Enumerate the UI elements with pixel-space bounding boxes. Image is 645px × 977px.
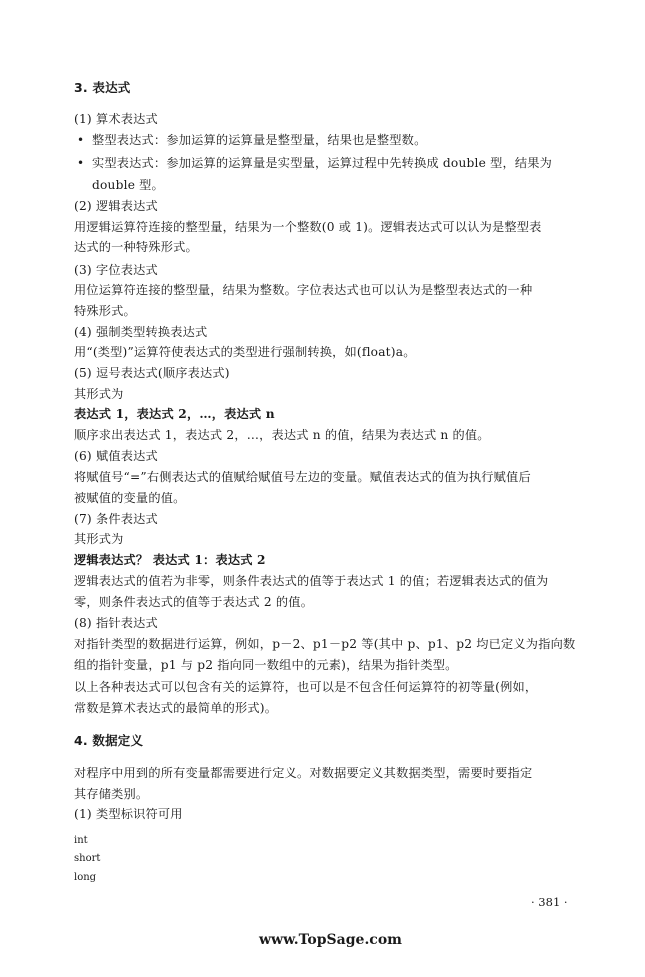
paragraph-line: 其形式为 [74, 387, 124, 401]
paragraph-line: 将赋值号“=”右侧表达式的值赋给赋值号左边的变量。赋值表达式的值为执行赋值后 [74, 470, 531, 484]
subheading-comma: (5) 逗号表达式(顺序表达式) [74, 366, 230, 380]
paragraph-line: 用位运算符连接的整型量，结果为整数。字位表达式也可以认为是整型表达式的一种 [74, 283, 533, 297]
paragraph-line: 其存储类别。 [74, 787, 149, 801]
section-heading-data-definition: 4. 数据定义 [74, 733, 144, 748]
list-item-continuation: double 型。 [92, 178, 164, 192]
code-keyword: short [74, 853, 101, 864]
paragraph-line: 逻辑表达式的值若为非零，则条件表达式的值等于表达式 1 的值；若逻辑表达式的值为 [74, 574, 549, 588]
paragraph-line: 对指针类型的数据进行运算，例如，p－2、p1－p2 等(其中 p、p1、p2 均已定义为指向数 [74, 637, 576, 651]
subheading-bitwise: (3) 字位表达式 [74, 263, 158, 277]
subheading-logical: (2) 逻辑表达式 [74, 199, 158, 213]
subheading-assign: (6) 赋值表达式 [74, 449, 158, 463]
syntax-line: 表达式 1，表达式 2，…，表达式 n [74, 407, 275, 421]
paragraph-line: 用逻辑运算符连接的整型量，结果为一个整数(0 或 1)。逻辑表达式可以认为是整型表 [74, 220, 542, 234]
bullet-icon: • [77, 133, 85, 147]
paragraph-line: 特殊形式。 [74, 304, 136, 318]
list-item: 整型表达式：参加运算的运算量是整型量，结果也是整型数。 [92, 133, 427, 147]
paragraph-line: 对程序中用到的所有变量都需要进行定义。对数据要定义其数据类型，需要时要指定 [74, 766, 533, 780]
syntax-line: 逻辑表达式？ 表达式 1：表达式 2 [74, 553, 266, 567]
paragraph-line: 达式的一种特殊形式。 [74, 240, 198, 254]
code-keyword: int [74, 835, 88, 846]
subheading-cast: (4) 强制类型转换表达式 [74, 325, 208, 339]
section-heading-expressions: 3. 表达式 [74, 80, 131, 95]
list-item: 实型表达式：参加运算的运算量是实型量，运算过程中先转换成 double 型，结果为 [92, 156, 553, 170]
paragraph-line: 用“(类型)”运算符使表达式的类型进行强制转换，如(float)a。 [74, 345, 416, 359]
page-number: · 381 · [531, 895, 568, 909]
paragraph-line: 组的指针变量，p1 与 p2 指向同一数组中的元素)，结果为指针类型。 [74, 658, 458, 672]
subheading-arithmetic: (1) 算术表达式 [74, 112, 158, 126]
bullet-icon: • [77, 156, 85, 170]
subheading-conditional: (7) 条件表达式 [74, 512, 158, 526]
subheading-type-specifiers: (1) 类型标识符可用 [74, 807, 183, 821]
subheading-pointer: (8) 指针表达式 [74, 616, 158, 630]
paragraph-line: 顺序求出表达式 1，表达式 2，…，表达式 n 的值，结果为表达式 n 的值。 [74, 428, 490, 442]
paragraph-line: 其形式为 [74, 532, 124, 546]
paragraph-line: 被赋值的变量的值。 [74, 491, 186, 505]
website-footer: www.TopSage.com [259, 932, 402, 948]
paragraph-line: 常数是算术表达式的最简单的形式)。 [74, 701, 278, 715]
paragraph-line: 零，则条件表达式的值等于表达式 2 的值。 [74, 595, 314, 609]
code-keyword: long [74, 872, 97, 883]
paragraph-line: 以上各种表达式可以包含有关的运算符，也可以是不包含任何运算符的初等量(例如， [74, 680, 538, 694]
